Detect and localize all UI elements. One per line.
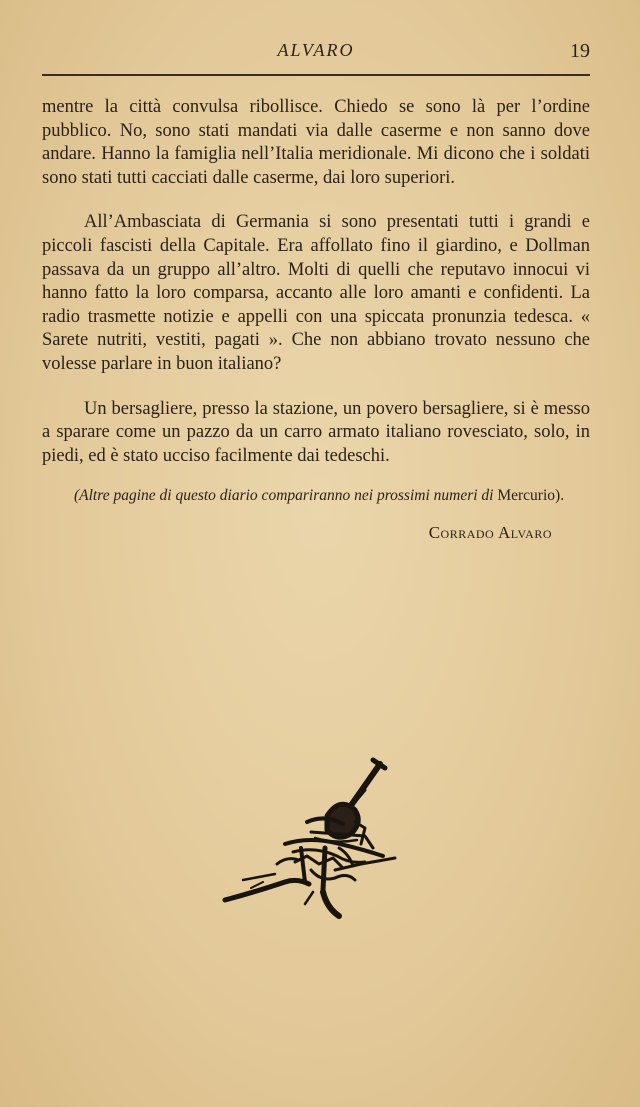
editorial-note-roman: Mercurio). [497,487,565,505]
header-rule [42,74,590,76]
page-header [42,36,590,70]
paragraph-1: mentre la città convulsa ribollisce. Chiedo se sono là per l’ordine pubblico. No, sono stati mandati via dalle caserme e non sanno dove andare. Hanno la famiglia nell’Italia meridionale. Mi dicono che i soldati sono stati tutti cacciati dalle caserme, dai loro superiori. [42,97,590,188]
editorial-note [42,486,590,505]
page-number: 19 [570,40,590,62]
article-body [42,96,590,544]
author-signature: Corrado Alvaro [428,522,552,542]
paragraph-2: All’Ambasciata di Germania si sono presentati tutti i grandi e piccoli fascisti della Capitale. Era affollato fino il giardino, e Dollman passava da un gruppo all’altro. Molti di quelli che reputavo innocui vi hanno fatto la loro comparsa, accanto alle loro amanti e confidenti. La radio trasmette notizie e appelli con una spiccata pronunzia tedesca. « Sarete nutriti, vestiti, pagati ». Che non abbiano trovato nessuno che volesse parlare in buon italiano? [42,212,590,374]
editorial-note-italic: (Altre pagine di questo diario compariranno nei prossimi numeri di [74,487,494,505]
running-title: ALVARO [277,40,355,60]
paragraph-3: Un bersagliere, presso la stazione, un povero bersagliere, si è messo a sparare come un pazzo da un carro armato italiano rovesciato, solo, in piedi, ed è stato ucciso facilmente dai tedeschi. [42,398,590,466]
ink-sketch-overturned-tank-icon [215,752,405,927]
